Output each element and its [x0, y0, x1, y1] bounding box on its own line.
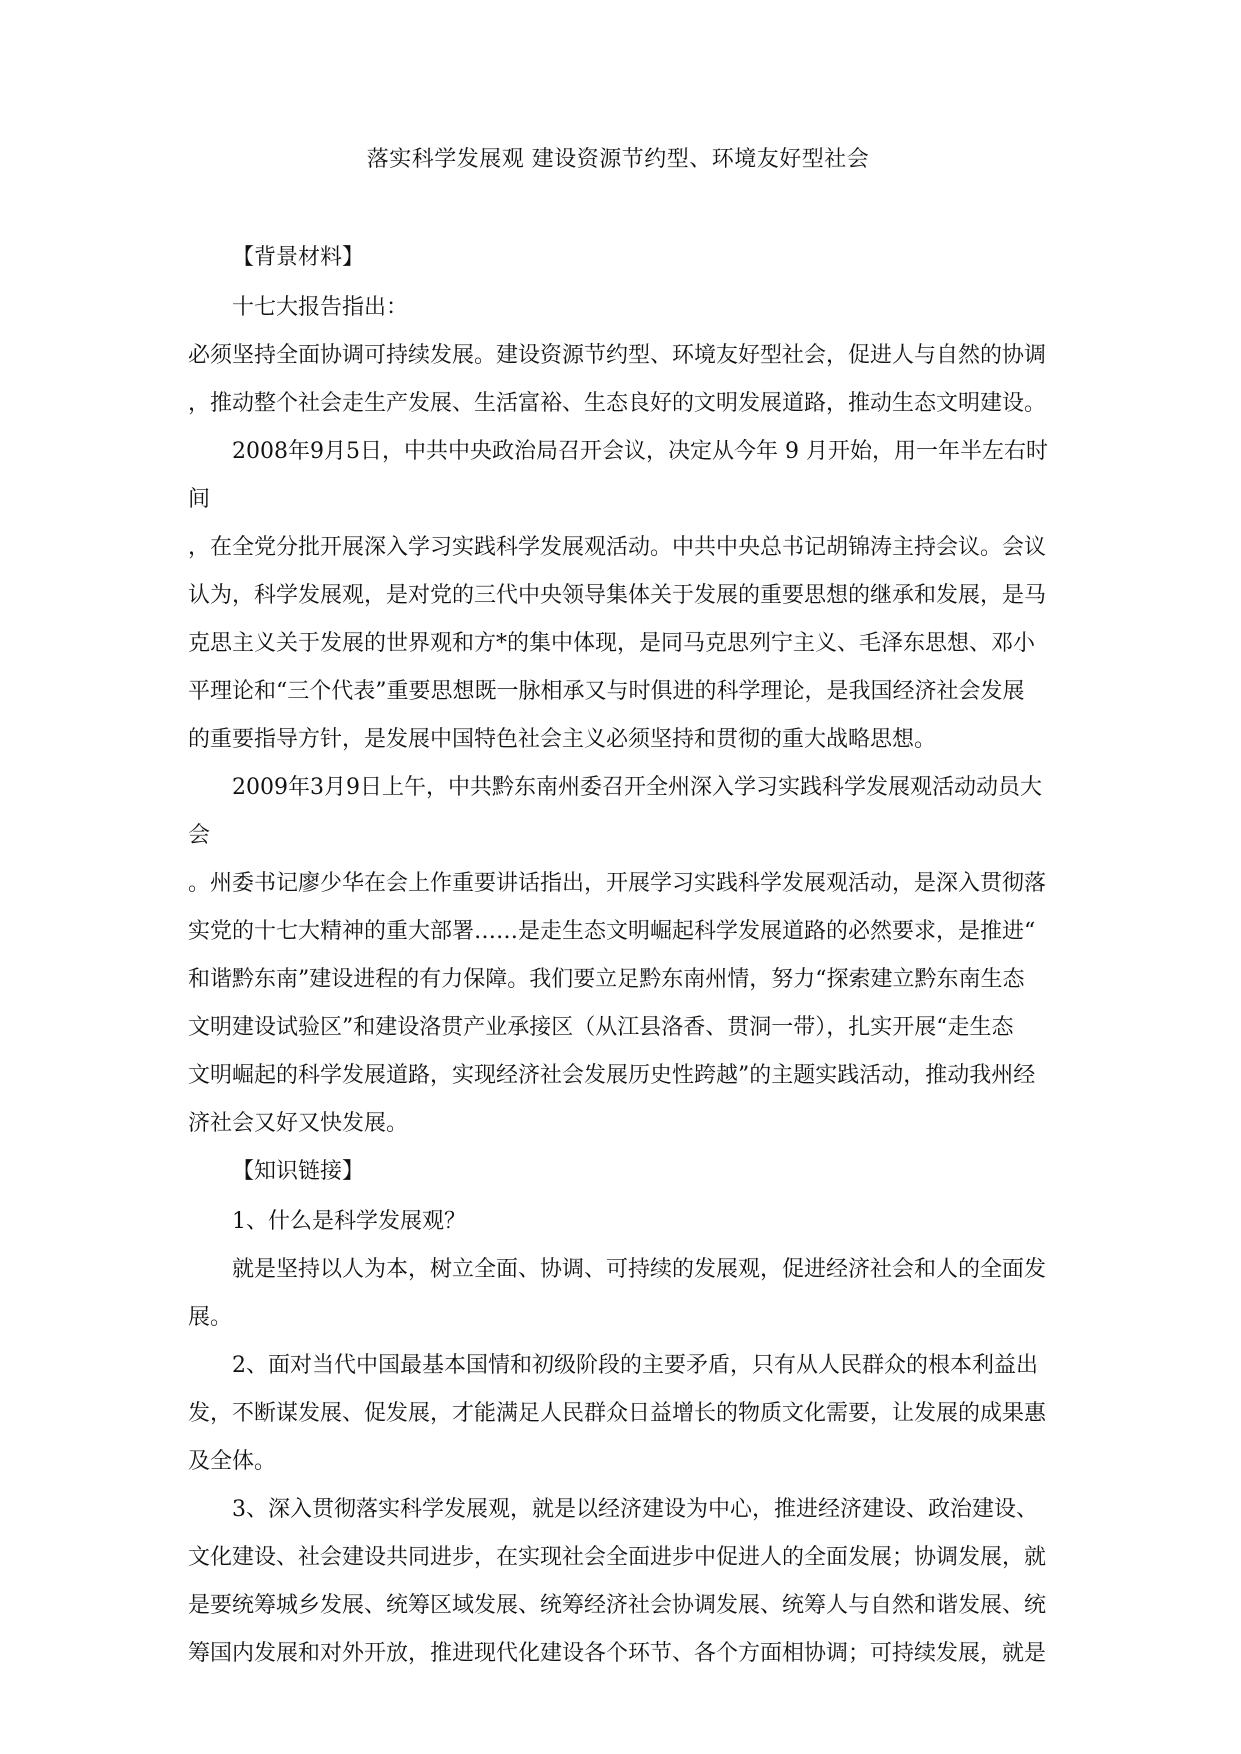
paragraph-2009 — [188, 764, 1048, 1148]
paragraph-line: 。州委书记廖少华在会上作重要讲话指出，开展学习实践科学发展观活动，是深入贯彻落 — [188, 871, 1047, 896]
paragraph-line: 是要统筹城乡发展、统筹区域发展、统筹经济社会协调发展、统筹人与自然和谐发展、统 — [188, 1593, 1047, 1618]
question-1: 1、什么是科学发展观？ — [232, 1209, 466, 1234]
paragraph-2008 — [188, 428, 1048, 764]
knowledge-section-heading: 【知识链接】 — [232, 1159, 365, 1184]
paragraph-line: 发，不断谋发展、促发展，才能满足人民群众日益增长的物质文化需要，让发展的成果惠 — [188, 1401, 1047, 1426]
paragraph-line: 2、面对当代中国最基本国情和初级阶段的主要矛盾，只有从人民群众的根本利益出 — [232, 1353, 1038, 1378]
paragraph-line: 文明建设试验区”和建设洛贯产业承接区（从江县洛香、贯洞一带），扎实开展“走生态 — [188, 1015, 1014, 1040]
document-title: 落实科学发展观 建设资源节约型、环境友好型社会 — [366, 147, 870, 172]
paragraph-line: 2009年3月9日上午，中共黔东南州委召开全州深入学习实践科学发展观活动动员大会 — [188, 775, 1042, 848]
report-quote-line-1: 必须坚持全面协调可持续发展。建设资源节约型、环境友好型社会，促进人与自然的协调 — [188, 343, 1047, 368]
paragraph-line: 和谐黔东南”建设进程的有力保障。我们要立足黔东南州情，努力“探索建立黔东南生态 — [188, 967, 1025, 992]
point-2 — [188, 1342, 1048, 1486]
background-section-heading: 【背景材料】 — [232, 245, 365, 270]
paragraph-line: 文明崛起的科学发展道路，实现经济社会发展历史性跨越”的主题实践活动，推动我州经 — [188, 1063, 1036, 1088]
paragraph-line: 认为，科学发展观，是对党的三代中央领导集体关于发展的重要思想的继承和发展，是马 — [188, 583, 1047, 608]
paragraph-line: 筹国内发展和对外开放，推进现代化建设各个环节、各个方面相协调；可持续发展，就是 — [188, 1641, 1047, 1666]
point-3 — [188, 1486, 1048, 1678]
answer-1 — [188, 1246, 1048, 1342]
paragraph-line: 克思主义关于发展的世界观和方*的集中体现，是同马克思列宁主义、毛泽东思想、邓小 — [188, 631, 1036, 656]
paragraph-line: 就是坚持以人为本，树立全面、协调、可持续的发展观，促进经济社会和人的全面发 — [232, 1257, 1047, 1282]
paragraph-line: 文化建设、社会建设共同进步，在实现社会全面进步中促进人的全面发展；协调发展，就 — [188, 1545, 1047, 1570]
paragraph-line: 3、深入贯彻落实科学发展观，就是以经济建设为中心，推进经济建设、政治建设、 — [232, 1497, 1038, 1522]
document-body — [188, 144, 1048, 1678]
paragraph-line: 2008年9月5日，中共中央政治局召开会议，决定从今年 9 月开始，用一年半左右时间 — [188, 439, 1048, 512]
paragraph-line: 平理论和“三个代表”重要思想既一脉相承又与时俱进的科学理论，是我国经济社会发展 — [188, 679, 1025, 704]
paragraph-line: 济社会又好又快发展。 — [188, 1111, 409, 1136]
paragraph-line: 展。 — [188, 1305, 233, 1330]
paragraph-line: ，在全党分批开展深入学习实践科学发展观活动。中共中央总书记胡锦涛主持会议。会议 — [188, 535, 1047, 560]
report-intro: 十七大报告指出： — [232, 295, 409, 320]
paragraph-line: 的重要指导方针，是发展中国特色社会主义必须坚持和贯彻的重大战略思想。 — [188, 727, 937, 752]
report-quote-line-2: ，推动整个社会走生产发展、生活富裕、生态良好的文明发展道路，推动生态文明建设。 — [188, 391, 1047, 416]
paragraph-line: 实党的十七大精神的重大部署……是走生态文明崛起科学发展道路的必然要求，是推进“ — [188, 919, 1036, 944]
paragraph-line: 及全体。 — [188, 1449, 277, 1474]
